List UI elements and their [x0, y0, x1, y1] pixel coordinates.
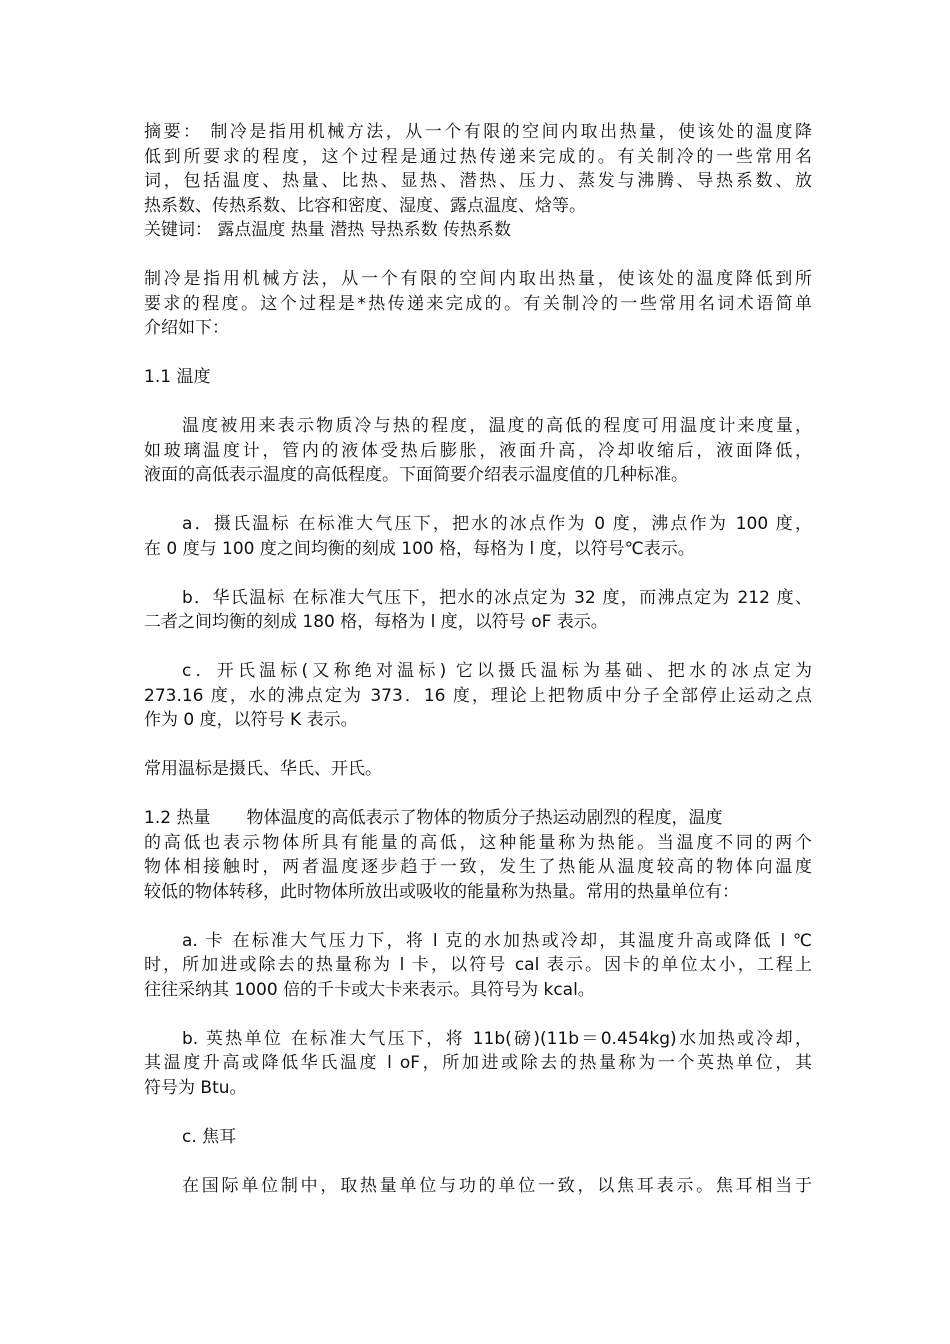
- list-item-line: 时，所加进或除去的热量称为 l 卡，以符号 cal 表示。因卡的单位太小，工程上: [144, 955, 812, 975]
- list-item-line: a．摄氏温标 在标准大气压下，把水的冰点作为 0 度，沸点作为 100 度，: [182, 514, 812, 534]
- list-item-line: b．华氏温标 在标准大气压下，把水的冰点定为 32 度，而沸点定为 212 度、: [182, 587, 812, 608]
- abstract-line: 低到所要求的程度，这个过程是通过热传递来完成的。有关制冷的一些常用名: [144, 146, 812, 167]
- abstract-block: [144, 120, 812, 243]
- paragraph-line: 的高低也表示物体所具有能量的高低，这种能量称为热能。当温度不同的两个: [144, 832, 812, 853]
- keywords-line: 关键词： 露点温度 热量 潜热 导热系数 传热系数: [144, 220, 512, 240]
- paragraph-line: 如玻璃温度计，管内的液体受热后膨胀，液面升高，冷却收缩后，液面降低，: [144, 440, 812, 461]
- list-item-line: 其温度升高或降低华氏温度 l oF，所加进或除去的热量称为一个英热单位，其: [144, 1053, 812, 1073]
- list-item-line: 作为 0 度，以符号 K 表示。: [144, 710, 358, 730]
- list-item-line: 在 0 度与 100 度之间均衡的刻成 100 格，每格为 l 度，以符号℃表示。: [144, 538, 695, 559]
- abstract-line: 摘要： 制冷是指用机械方法，从一个有限的空间内取出热量，使该处的温度降: [144, 122, 812, 142]
- kelvin-item: [144, 659, 812, 733]
- abstract-line: 词，包括温度、热量、比热、显热、潜热、压力、蒸发与沸腾、导热系数、放: [144, 171, 812, 191]
- section-heading-temperature: 1.1 温度: [144, 367, 211, 387]
- intro-line: 介绍如下：: [144, 318, 229, 338]
- paragraph-line: 温度被用来表示物质冷与热的程度，温度的高低的程度可用温度计来度量，: [182, 416, 812, 436]
- paragraph-line: 物体相接触时，两者温度逐步趋于一致，发生了热能从温度较高的物体向温度: [144, 857, 812, 877]
- list-item-line: b. 英热单位 在标准大气压下，将 11b(磅)(11b＝0.454kg)水加热或冷却，: [182, 1028, 812, 1049]
- joule-paragraph-line: 在国际单位制中，取热量单位与功的单位一致，以焦耳表示。焦耳相当于: [182, 1175, 812, 1196]
- list-item-line: a. 卡 在标准大气压力下，将 l 克的水加热或冷却，其温度升高或降低 l ℃: [182, 930, 812, 951]
- heat-paragraph: [144, 806, 812, 904]
- list-item-line: 往往采纳其 1000 倍的千卡或大卡来表示。具符号为 kcal。: [144, 979, 595, 1000]
- paragraph-line: 较低的物体转移，此时物体所放出或吸收的能量称为热量。常用的热量单位有：: [144, 881, 739, 902]
- intro-line: 制冷是指用机械方法，从一个有限的空间内取出热量，使该处的温度降低到所: [144, 269, 812, 289]
- fahrenheit-item: [144, 586, 812, 635]
- paragraph-line: 液面的高低表示温度的高低程度。下面简要介绍表示温度值的几种标准。: [144, 465, 688, 485]
- list-item-line: 273.16 度，水的沸点定为 373．16 度，理论上把物质中分子全部停止运动之点: [144, 685, 812, 706]
- document-page: [144, 120, 812, 1198]
- temperature-paragraph: [144, 414, 812, 488]
- btu-item: [144, 1027, 812, 1101]
- list-item-line: 二者之间均衡的刻成 180 格，每格为 l 度，以符号 oF 表示。: [144, 612, 608, 632]
- list-item-line: 符号为 Btu。: [144, 1077, 247, 1098]
- joule-item-heading: c. 焦耳: [182, 1126, 237, 1147]
- celsius-item: [144, 512, 812, 561]
- paragraph-line: [144, 806, 812, 831]
- heat-first-line: 物体温度的高低表示了物体的物质分子热运动剧烈的程度，温度: [246, 808, 723, 828]
- temperature-summary: 常用温标是摄氏、华氏、开氏。: [144, 759, 382, 779]
- list-item-line: c．开氏温标(又称绝对温标) 它以摄氏温标为基础、把水的冰点定为: [182, 661, 812, 681]
- section-heading-heat: 1.2 热量: [144, 808, 211, 828]
- abstract-line: 热系数、传热系数、比容和密度、湿度、露点温度、焓等。: [144, 195, 586, 216]
- calorie-item: [144, 929, 812, 1003]
- intro-line: 要求的程度。这个过程是*热传递来完成的。有关制冷的一些常用名词术语简单: [144, 293, 812, 314]
- intro-paragraph: [144, 267, 812, 341]
